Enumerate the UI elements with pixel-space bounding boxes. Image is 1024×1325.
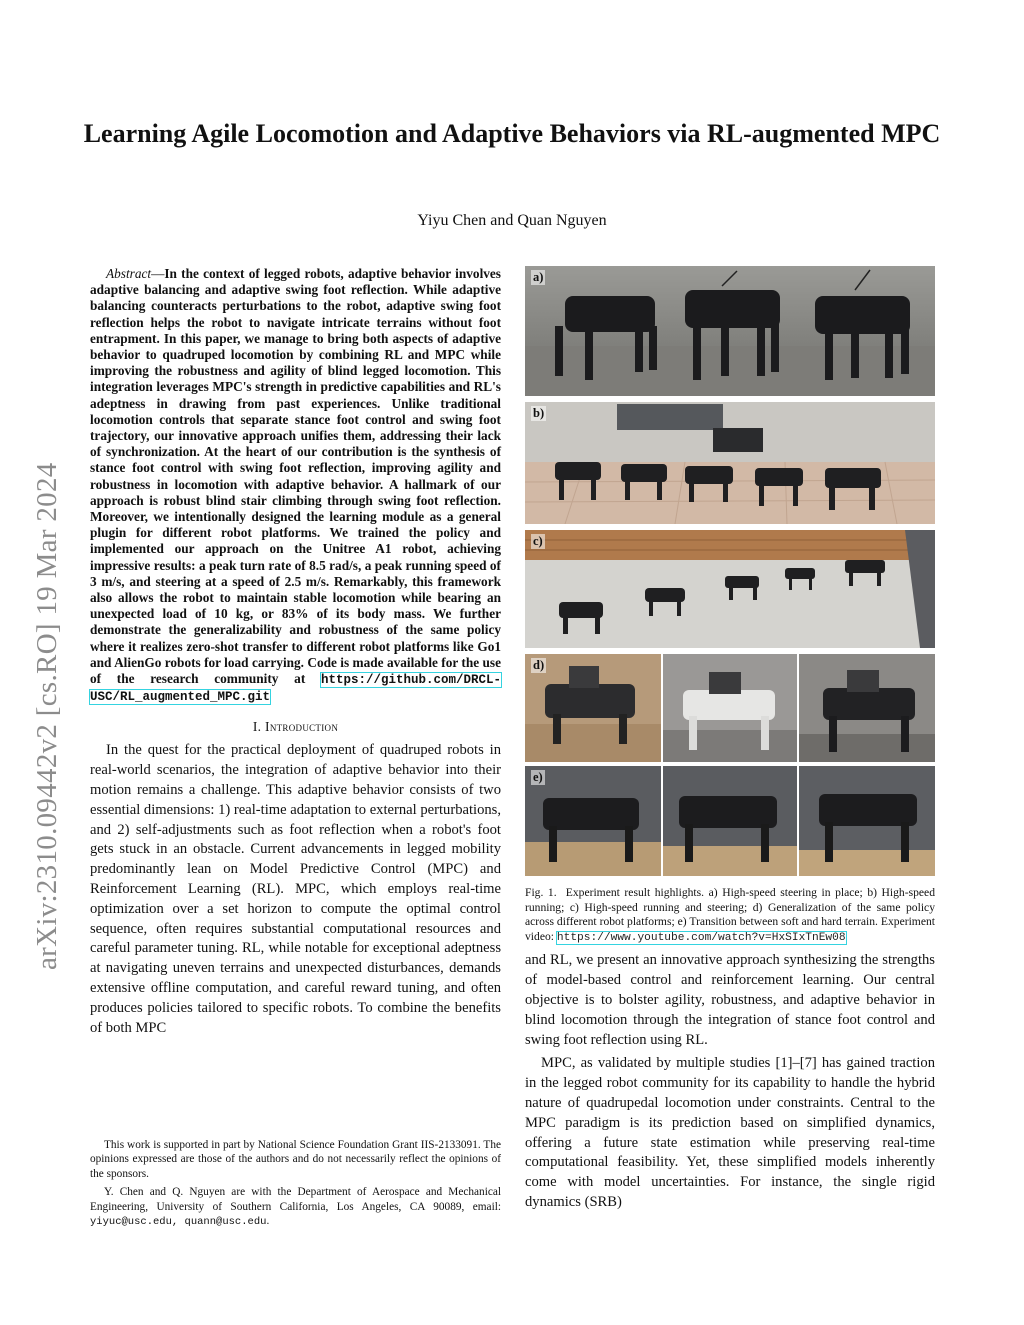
paper-authors: Yiyu Chen and Quan Nguyen — [417, 212, 607, 229]
panel-e1-photo — [525, 766, 661, 876]
panel-label-a: a) — [533, 270, 544, 284]
panel-label-d: d) — [533, 658, 545, 672]
figure-panel-e-2 — [663, 766, 797, 876]
abstract-lead: Abstract — [106, 266, 152, 281]
affiliation-text: Y. Chen and Q. Nguyen are with the Department of Aerospace and Mechanical Engineering, University of Southern California, Los Angeles, CA 90089, email: — [90, 1186, 501, 1213]
panel-b-photo — [525, 402, 935, 524]
arxiv-identifier-stamp: arXiv:2310.09442v2 [cs.RO] 19 Mar 2024 — [31, 462, 63, 970]
left-column — [90, 266, 501, 1038]
section-title: Introduction — [265, 719, 339, 735]
caption-text: Experiment result highlights. a) High-speed steering in place; b) High-speed running; c) High-speed running and steering; d) Generalization of the same policy across different robot platforms; e) Transition between soft and hard terrain. Experiment video: — [525, 886, 935, 943]
panel-label-c: c) — [533, 534, 543, 548]
author-emails[interactable]: yiyuc@usc.edu, quann@usc.edu — [90, 1216, 267, 1229]
figure-1-caption — [525, 886, 935, 945]
caption-prefix: Fig. 1. — [525, 886, 557, 899]
figure-panel-c — [525, 530, 935, 648]
figure-panel-a — [525, 266, 935, 396]
intro-paragraph-right-2: MPC, as validated by multiple studies [1]–[7] has gained traction in the legged robot community for its capability to handle the hybrid nature of quadrupedal locomotion under constraints. Central to the MPC paradigm is its prediction based on simplified dynamics, offering a future state estimation while preserving real-time computational feasibility. Yet, these simplified models inherently come with model uncertainties. For instance, the single rigid dynamics (SRB) — [525, 1055, 935, 1210]
figure-panel-e-1 — [525, 766, 661, 876]
section-numeral: I. — [252, 719, 262, 735]
figure-panel-d-3 — [799, 654, 935, 762]
section-heading-introduction — [90, 719, 501, 735]
panel-label-e: e) — [533, 770, 543, 784]
panel-d3-photo — [799, 654, 935, 762]
affiliation-footnote — [90, 1185, 501, 1229]
code-repository-link[interactable]: https://github.com/DRCL-USC/RL_augmented_MPC.git — [90, 673, 501, 705]
panel-e3-photo — [799, 766, 935, 876]
abstract-dash: — — [151, 266, 165, 281]
abstract — [90, 266, 501, 705]
panel-label-b: b) — [533, 406, 545, 420]
panel-a-photo — [525, 266, 935, 396]
panel-c-photo — [525, 530, 935, 648]
footnote-end: . — [266, 1215, 270, 1228]
figure-1 — [525, 266, 935, 876]
funding-footnote: This work is supported in part by National Science Foundation Grant IIS-2133091. The opinions expressed are those of the authors and do not necessarily reflect the opinions of the sponsors. — [90, 1139, 501, 1180]
panel-d2-photo — [663, 654, 797, 762]
figure-panel-b — [525, 402, 935, 524]
figure-panel-d-2 — [663, 654, 797, 762]
right-column — [525, 266, 935, 1213]
panel-e2-photo — [663, 766, 797, 876]
intro-paragraph-left: In the quest for the practical deployment of quadruped robots in real-world scenarios, the integration of adaptive behavior into their motion remains a challenge. This adaptive behavior consists of two essential dimensions: 1) real-time adaptation to external perturbations, and 2) self-adjustments such as foot reflection when a robot's foot gets stuck in an obstacle. Current advancements in legged mobility predominantly lean on Model Predictive Control (MPC) and Reinforcement Learning (RL). MPC, which employs real-time optimization over a set horizon to compute the optimal control sequence, often requires substantial computational resources and careful parameter tuning. RL, while notable for exceptional adeptness at navigating uneven terrains and unexpected disturbances, demands extensive offline computation, and careful reward tuning, and often produces policies tailored to specific robots. To combine the benefits of both MPC — [90, 742, 501, 1036]
experiment-video-link[interactable]: https://www.youtube.com/watch?v=HxSIxTnEw08 — [556, 931, 846, 944]
intro-paragraph-right-continued: and RL, we present an innovative approach synthesizing the strengths of model-based control and reinforcement learning. Our central objective is to bolster agility, robustness, and adaptive behavior in blind locomotion through the integration of stance foot control and swing foot reflection using RL. — [525, 952, 935, 1048]
paper-title: Learning Agile Locomotion and Adaptive Behaviors via RL-augmented MPC — [83, 119, 941, 148]
figure-panel-e-3 — [799, 766, 935, 876]
abstract-text: In the context of legged robots, adaptive behavior involves adaptive balancing and adaptive swing foot reflection. While adaptive balancing counteracts perturbations to the robot, adaptive swing foot reflection helps the robot to navigate intricate terrains without foot entrapment. In this paper, we manage to bring both aspects of adaptive behavior to quadruped locomotion by combining RL and MPC while improving the robustness and agility of blind legged locomotion. This integration leverages MPC's strength in predictive capabilities and RL's adeptness in drawing from past experiences. Unlike traditional locomotion controls that separate stance foot control and swing foot trajectory, our innovative approach unifies them, addressing their lack of synchronization. At the heart of our contribution is the synthesis of stance foot control with swing foot reflection, improving agility and robustness in locomotion with adaptive behavior. A hallmark of our approach is robust blind stair climbing through swing foot reflection. Moreover, we intentionally designed the learning module as a general plugin for different robot platforms. We trained the policy and implemented our approach on the Unitree A1 robot, achieving impressive results: a peak turn rate of 8.5 rad/s, a peak running speed of 3 m/s, and steering at a speed of 2.5 m/s. Remarkably, this framework also allows the robot to maintain stable locomotion while bearing an unexpected load of 10 kg, or 83% of its body mass. We further demonstrate the generalizability and robustness of the same policy where it realizes zero-shot transfer to different robot platforms like Go1 and AlienGo robots for load carrying. Code is made available for the use of the research community at — [90, 266, 501, 687]
footnotes — [90, 1138, 501, 1233]
figure-panel-d-1 — [525, 654, 661, 762]
